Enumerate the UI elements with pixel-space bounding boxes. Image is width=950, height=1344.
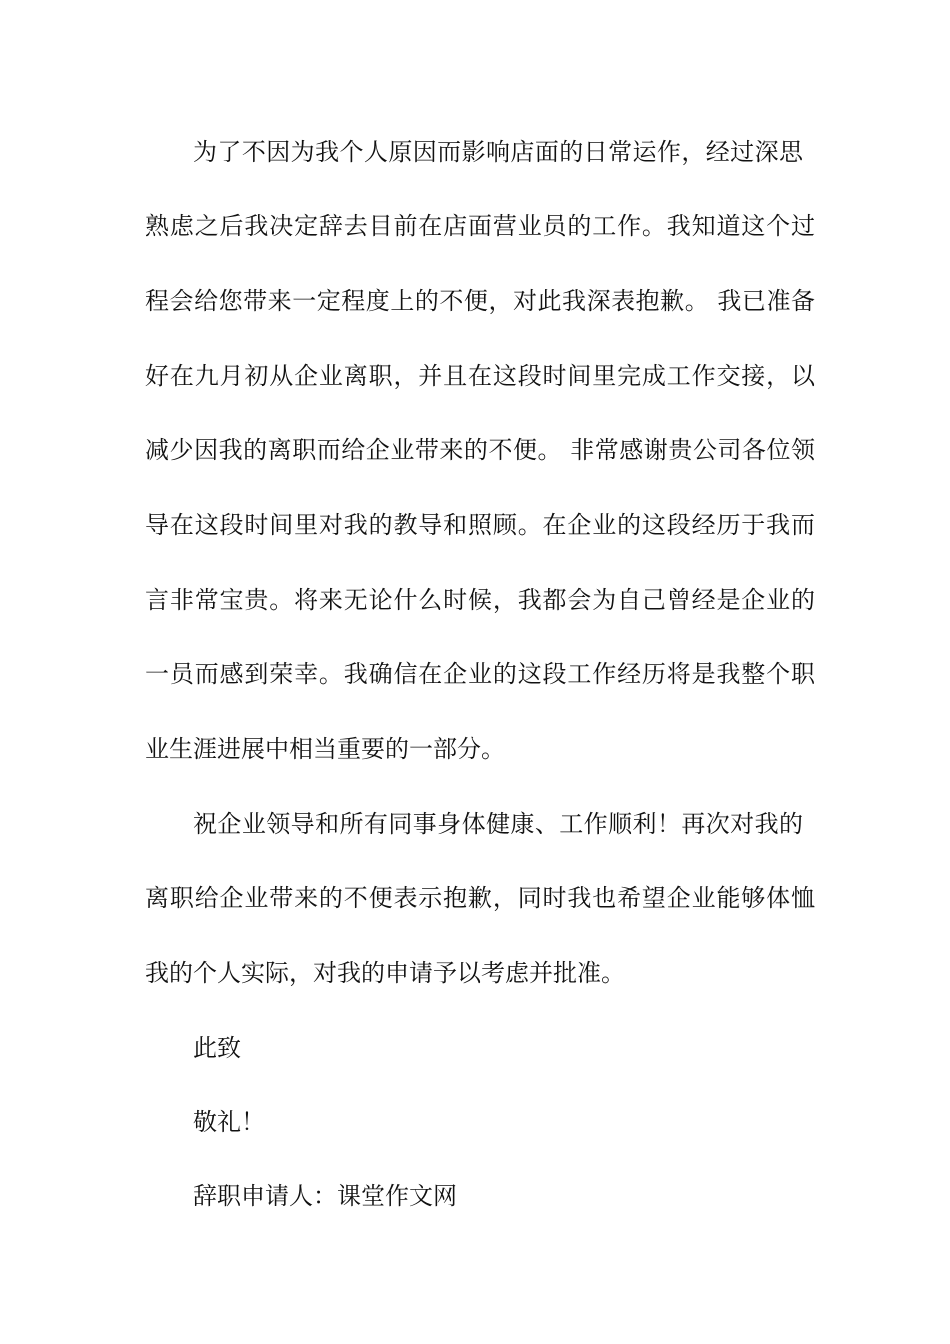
paragraph-line: 减少因我的离职而给企业带来的不便。 非常感谢贵公司各位领 <box>145 436 815 464</box>
paragraph-line: 言非常宝贵。将来无论什么时候，我都会为自己曾经是企业的 <box>145 586 815 614</box>
paragraph-line: 好在九月初从企业离职，并且在这段时间里完成工作交接，以 <box>145 362 815 390</box>
paragraph-line: 祝企业领导和所有同事身体健康、工作顺利！再次对我的 <box>193 810 803 838</box>
paragraph-line: 为了不因为我个人原因而影响店面的日常运作，经过深思 <box>193 138 803 166</box>
regards: 敬礼！ <box>193 1108 265 1136</box>
paragraph-line: 业生涯进展中相当重要的一部分。 <box>145 735 505 763</box>
paragraph-line: 熟虑之后我决定辞去目前在店面营业员的工作。我知道这个过 <box>145 212 815 240</box>
paragraph-line: 一员而感到荣幸。我确信在企业的这段工作经历将是我整个职 <box>145 660 815 688</box>
paragraph-line: 程会给您带来一定程度上的不便，对此我深表抱歉。 我已准备 <box>145 287 815 315</box>
paragraph-line: 离职给企业带来的不便表示抱歉，同时我也希望企业能够体恤 <box>145 884 815 912</box>
paragraph-line: 导在这段时间里对我的教导和照顾。在企业的这段经历于我而 <box>145 511 815 539</box>
paragraph-line: 我的个人实际，对我的申请予以考虑并批准。 <box>145 959 625 987</box>
signature: 辞职申请人：课堂作文网 <box>193 1182 457 1210</box>
salutation: 此致 <box>193 1034 241 1062</box>
